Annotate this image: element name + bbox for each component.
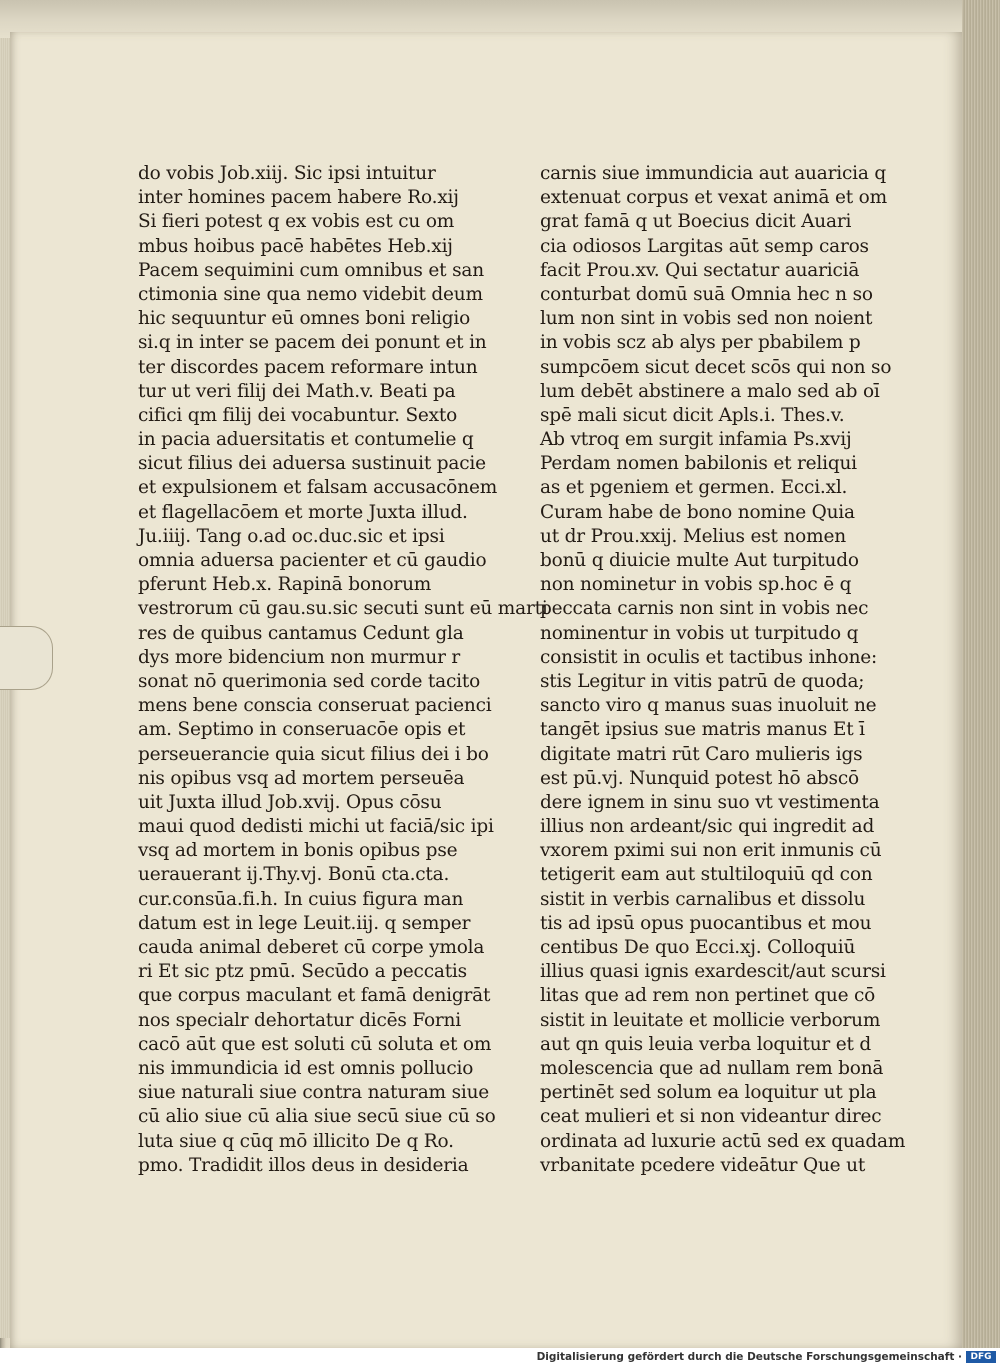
- text-line: tetigerit eam aut stultiloquiū qd con: [540, 864, 873, 886]
- text-line: cū alio siue cū alia siue secū siue cū so: [138, 1106, 496, 1128]
- text-line: dys more bidencium non murmur r: [138, 646, 461, 668]
- text-line: nos specialr dehortatur dicēs Forni: [138, 1009, 461, 1031]
- text-line: vrbanitate pcedere videātur Que ut: [540, 1154, 866, 1176]
- text-line: am. Septimo in conseruacōe opis et: [138, 719, 466, 741]
- text-line: maui quod dedisti michi ut faciā/sic ipi: [138, 816, 494, 838]
- text-line: ordinata ad luxurie actū sed ex quadam: [540, 1130, 906, 1152]
- text-line: cia odiosos Largitas aūt semp caros: [540, 235, 869, 257]
- text-line: hic sequuntur eū omnes boni religio: [138, 308, 471, 330]
- text-line: res de quibus cantamus Cedunt gla: [138, 622, 464, 644]
- text-line: facit Prou.xv. Qui sectatur auariciā: [540, 259, 860, 281]
- text-line: perseuerancie quia sicut filius dei i bo: [138, 743, 489, 765]
- text-line: carnis siue immundicia aut auaricia q: [540, 163, 886, 184]
- text-line: as et pgeniem et germen. Ecci.xl.: [540, 477, 848, 499]
- book-page-edges-right: [962, 0, 1000, 1348]
- text-line: sumpcōem sicut decet scōs qui non so: [540, 356, 892, 378]
- text-line: Si fieri potest q ex vobis est cu om: [138, 211, 455, 233]
- text-line: nominentur in vobis ut turpitudo q: [540, 622, 859, 644]
- text-line: si.q in inter se pacem dei ponunt et in: [138, 332, 487, 354]
- text-line: cifici qm filij dei vocabuntur. Sexto: [138, 404, 458, 426]
- text-line: est pū.vj. Nunquid potest hō abscō: [540, 767, 859, 789]
- text-line: vestrorum cū gau.su.sic secuti sunt eū marti: [138, 598, 548, 620]
- text-line: inter homines pacem habere Ro.xij: [138, 187, 459, 209]
- text-line: omnia aduersa pacienter et cū gaudio: [138, 550, 487, 571]
- text-line: Ab vtroq em surgit infamia Ps.xvij: [540, 429, 852, 451]
- text-line: mens bene conscia conseruat pacienci: [138, 695, 492, 717]
- text-line: in pacia aduersitatis et contumelie q: [138, 429, 474, 451]
- text-line: peccata carnis non sint in vobis nec: [540, 598, 869, 620]
- text-line: ter discordes pacem reformare intun: [138, 356, 478, 378]
- text-line: vxorem pximi sui non erit inmunis cū: [540, 840, 882, 862]
- text-column-right: [540, 162, 906, 1178]
- text-line: vsq ad mortem in bonis opibus pse: [138, 840, 458, 862]
- text-line: datum est in lege Leuit.iij. q semper: [138, 912, 471, 934]
- text-line: ut dr Prou.xxij. Melius est nomen: [540, 525, 846, 547]
- text-line: conturbat domū suā Omnia hec n so: [540, 283, 873, 305]
- text-line: sicut filius dei aduersa sustinuit pacie: [138, 453, 486, 475]
- text-line: tangēt ipsius sue matris manus Et ī: [540, 719, 865, 741]
- text-line: uerauerant ij.Thy.vj. Bonū cta.cta.: [138, 864, 450, 886]
- text-line: Ju.iiij. Tang o.ad oc.duc.sic et ipsi: [138, 525, 445, 547]
- text-line: ceat mulieri et si non videantur direc: [540, 1106, 882, 1128]
- text-line: consistit in oculis et tactibus inhone:: [540, 646, 878, 668]
- text-line: do vobis Job.xiij. Sic ipsi intuitur: [138, 163, 436, 184]
- text-line: sistit in leuitate et mollicie verborum: [540, 1009, 881, 1031]
- text-column-left: [138, 162, 548, 1178]
- text-line: que corpus maculant et famā denigrāt: [138, 985, 491, 1007]
- text-line: dere ignem in sinu suo vt vestimenta: [540, 791, 880, 813]
- text-line: stis Legitur in vitis patrū de quoda;: [540, 670, 865, 692]
- text-line: et flagellacōem et morte Juxta illud.: [138, 501, 468, 523]
- text-line: Perdam nomen babilonis et reliqui: [540, 453, 857, 475]
- text-line: in vobis scz ab alys per pbabilem p: [540, 332, 861, 354]
- text-line: ctimonia sine qua nemo videbit deum: [138, 283, 483, 305]
- bookmark-clip: [0, 626, 53, 690]
- footer-credit: Digitalisierung gefördert durch die Deutsche Forschungsgemeinschaft ·: [536, 1351, 962, 1363]
- text-line: lum non sint in vobis sed non noient: [540, 308, 873, 330]
- text-line: pertinēt sed solum ea loquitur ut pla: [540, 1082, 877, 1104]
- text-line: illius non ardeant/sic qui ingredit ad: [540, 816, 875, 838]
- text-line: tis ad ipsū opus puocantibus et mou: [540, 912, 872, 934]
- text-line: siue naturali siue contra naturam siue: [138, 1082, 490, 1104]
- text-line: sistit in verbis carnalibus et dissolu: [540, 888, 866, 910]
- text-line: cacō aūt que est soluti cū soluta et om: [138, 1033, 492, 1055]
- text-line: luta siue q cūq mō illicito De q Ro.: [138, 1130, 454, 1152]
- text-line: bonū q diuicie multe Aut turpitudo: [540, 550, 859, 571]
- text-line: spē mali sicut dicit Apls.i. Thes.v.: [540, 404, 845, 426]
- dfg-logo-icon: DFG: [966, 1351, 996, 1363]
- text-line: digitate matri rūt Caro mulieris igs: [540, 743, 863, 765]
- text-line: Curam habe de bono nomine Quia: [540, 501, 855, 523]
- text-line: pferunt Heb.x. Rapinā bonorum: [138, 574, 432, 596]
- text-line: molescencia que ad nullam rem bonā: [540, 1057, 884, 1079]
- text-line: et expulsionem et falsam accusacōnem: [138, 477, 498, 499]
- text-line: mbus hoibus pacē habētes Heb.xij: [138, 235, 453, 257]
- text-line: cauda animal deberet cū corpe ymola: [138, 937, 485, 958]
- text-line: Pacem sequimini cum omnibus et san: [138, 259, 484, 281]
- text-line: sancto viro q manus suas inuoluit ne: [540, 695, 877, 717]
- text-line: centibus De quo Ecci.xj. Colloquiū: [540, 937, 856, 958]
- digitization-footer: [0, 1348, 1000, 1366]
- text-line: grat famā q ut Boecius dicit Auari: [540, 211, 852, 233]
- text-line: uit Juxta illud Job.xvij. Opus cōsu: [138, 791, 442, 813]
- text-line: litas que ad rem non pertinet que cō: [540, 985, 876, 1007]
- text-line: cur.consūa.fi.h. In cuius figura man: [138, 888, 464, 910]
- text-line: nis immundicia id est omnis pollucio: [138, 1057, 474, 1079]
- text-line: non nominetur in vobis sp.hoc ē q: [540, 574, 852, 596]
- text-line: sonat nō querimonia sed corde tacito: [138, 670, 481, 692]
- text-line: pmo. Tradidit illos deus in desideria: [138, 1154, 469, 1176]
- text-line: illius quasi ignis exardescit/aut scursi: [540, 961, 886, 983]
- text-line: nis opibus vsq ad mortem perseuēa: [138, 767, 465, 789]
- text-line: tur ut veri filij dei Math.v. Beati pa: [138, 380, 456, 402]
- text-line: ri Et sic ptz pmū. Secūdo a peccatis: [138, 961, 467, 983]
- text-line: aut qn quis leuia verba loquitur et d: [540, 1033, 872, 1055]
- text-line: lum debēt abstinere a malo sed ab oī: [540, 380, 880, 402]
- text-line: extenuat corpus et vexat animā et om: [540, 187, 887, 209]
